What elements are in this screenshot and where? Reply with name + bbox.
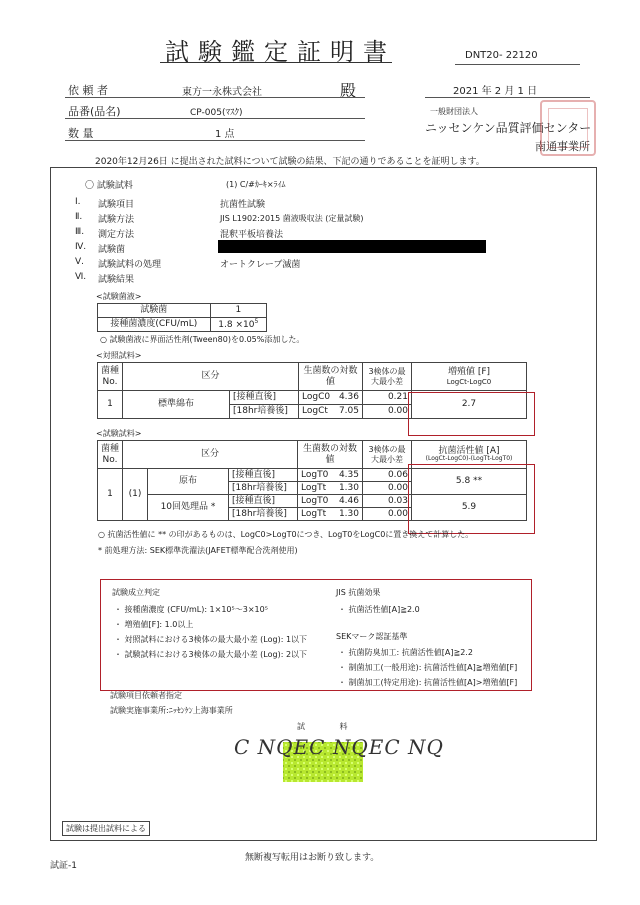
sample-value: (1) C/#ｶｰｷ×ﾗｲﾑ <box>226 180 286 189</box>
control-increase: 2.7 <box>412 391 527 419</box>
qty-value: 1 点 <box>215 129 235 140</box>
detail-num: Ⅵ. <box>75 272 87 282</box>
bacteria-caption: <試験菌液> <box>96 292 142 301</box>
criteria-left-item: ・ 対照試料における3検体の最大最小差 (Log): 1以下 <box>114 635 308 644</box>
prohibit-note: 無断複写転用はお断り致します。 <box>245 853 380 863</box>
control-log: 4.36 <box>335 391 363 405</box>
detail-num: Ⅴ. <box>75 257 85 267</box>
control-sym: LogC0 <box>299 391 335 405</box>
detail-value: 抗菌性試験 <box>220 200 266 210</box>
test-sub: [18hr培養後] <box>229 508 298 521</box>
test-log: 4.35 <box>334 469 363 482</box>
detail-label: 測定方法 <box>98 230 135 240</box>
qty-label: 数 量 <box>68 127 94 140</box>
form-reference: 試証-1 <box>50 861 77 871</box>
control-category: 標準綿布 <box>123 391 230 419</box>
test-caption: <試験試料> <box>96 429 142 438</box>
header-no: 菌種No. <box>98 441 123 469</box>
header-category: 区分 <box>123 363 299 391</box>
header-diff: 3検体の最大最小差 <box>363 363 412 391</box>
control-highlight <box>408 392 535 436</box>
criteria-left-item: ・ 試験試料における3検体の最大最小差 (Log): 2以下 <box>114 650 308 659</box>
criteria-sek-item: ・ 制菌加工(特定用途): 抗菌活性値[A]>増殖値[F] <box>338 678 518 687</box>
client-name: 東方一永株式会社 <box>182 87 262 98</box>
issue-date: 2021 年 2 月 1 日 <box>453 86 538 97</box>
item-label: 品番(品名) <box>68 105 121 118</box>
header-increase <box>412 363 527 391</box>
item-value: CP-005(ﾏｽｸ) <box>190 108 243 118</box>
concentration-mantissa: 1.8 ×10 <box>218 319 255 330</box>
detail-num: Ⅱ. <box>75 212 83 222</box>
header-activity-formula: (LogCt-LogC0)-(LogTt-LogT0) <box>425 455 513 463</box>
office-note: 試験実施事業所:ﾆｯｾﾝｹﾝ上海事業所 <box>110 706 233 715</box>
company-stamp <box>540 100 596 156</box>
detail-label: 試験項目 <box>98 200 135 210</box>
header-no: 菌種No. <box>98 363 123 391</box>
sample-label: 〇 試験試料 <box>85 181 133 191</box>
test-sym: LogTt <box>298 482 334 495</box>
boxed-note: 試験は提出試料による <box>62 821 150 836</box>
header-diff: 3検体の最大最小差 <box>363 441 412 469</box>
test-category: 原布 <box>148 469 229 495</box>
sample-heading: 試 料 <box>297 722 364 731</box>
test-activity: 5.9 <box>412 495 527 521</box>
criteria-jis-title: JIS 抗菌効果 <box>336 588 381 597</box>
test-log: 1.30 <box>334 482 363 495</box>
bacteria-table <box>97 303 267 332</box>
header-log: 生菌数の対数値 <box>298 441 363 469</box>
header-activity-label: 抗菌活性値 [A] <box>438 445 500 456</box>
criteria-left-title: 試験成立判定 <box>112 588 160 597</box>
detail-value: 混釈平板培養法 <box>220 230 284 240</box>
issuer-name: ニッセンケン品質評価センター <box>425 121 592 135</box>
test-diff: 0.00 <box>363 508 412 521</box>
control-caption: <対照試料> <box>96 351 142 360</box>
criteria-sek-title: SEKマーク認証基準 <box>336 632 408 641</box>
criteria-sek-item: ・ 抗菌防臭加工: 抗菌活性値[A]≧2.2 <box>338 648 473 657</box>
detail-num: Ⅳ. <box>75 242 87 252</box>
document-title: 試験鑑定証明書 <box>165 38 396 66</box>
control-sym: LogCt <box>299 405 335 419</box>
criteria-left-item: ・ 増殖値[F]: 1.0以上 <box>114 620 194 629</box>
criteria-left-item: ・ 接種菌濃度 (CFU/mL): 1×10⁵～3×10⁵ <box>114 605 268 614</box>
test-sym: LogT0 <box>298 495 334 508</box>
bacteria-note: ○ 試験菌液に界面活性剤(Tween80)を0.05%添加した。 <box>100 335 305 344</box>
control-log: 7.05 <box>335 405 363 419</box>
test-sub: [接種直後] <box>229 495 298 508</box>
header-increase-formula: LogCt-LogC0 <box>446 377 492 386</box>
issuer-office: 南通事業所 <box>535 140 590 153</box>
test-diff: 0.00 <box>363 482 412 495</box>
control-diff: 0.21 <box>363 391 412 405</box>
detail-value: JIS L1902:2015 菌液吸収法 (定量試験) <box>220 214 364 223</box>
detail-num: Ⅰ. <box>75 197 81 207</box>
test-log: 1.30 <box>334 508 363 521</box>
control-sub: [18hr培養後] <box>230 405 299 419</box>
criteria-sek-item: ・ 制菌加工(一般用途): 抗菌活性値[A]≧増殖値[F] <box>338 663 518 672</box>
detail-value: オートクレーブ滅菌 <box>220 260 301 270</box>
control-sub: [接種直後] <box>230 391 299 405</box>
header-increase-label: 増殖値 [F] <box>447 367 491 378</box>
bacteria-header: 試験菌 <box>98 304 211 318</box>
header-category: 区分 <box>123 441 298 469</box>
certification-statement: 2020年12月26日 に提出された試料について試験の結果、下記の通りであることを証明します。 <box>95 157 485 167</box>
test-activity: 5.8 ** <box>412 469 527 495</box>
test-sym: LogT0 <box>298 469 334 482</box>
test-diff: 0.06 <box>363 469 412 482</box>
test-note-1: ○ 抗菌活性値に ** の印があるものは、LogC0>LogT0につき、LogT0をLogC0に置き換えて計算した。 <box>98 530 474 539</box>
requester-note: 試験項目依頼者指定 <box>110 691 182 700</box>
test-sub: [18hr培養後] <box>229 482 298 495</box>
test-category: 10回処理品 * <box>148 495 229 521</box>
test-note-2: * 前処理方法: SEK標準洗濯法(JAFET標準配合洗剤使用) <box>98 546 298 555</box>
sample-handwriting: C NQEC NQEC NQ <box>234 735 444 759</box>
test-log: 4.46 <box>334 495 363 508</box>
client-label: 依 頼 者 <box>68 84 108 97</box>
detail-label: 試験方法 <box>98 215 135 225</box>
detail-num: Ⅲ. <box>75 227 85 237</box>
document-number: DNT20- 22120 <box>465 50 538 61</box>
detail-label: 試験試料の処理 <box>98 260 162 270</box>
test-no: 1 <box>98 469 123 521</box>
detail-label: 試験結果 <box>98 275 135 285</box>
test-sym: LogTt <box>298 508 334 521</box>
test-sub: [接種直後] <box>229 469 298 482</box>
redacted-bar <box>218 240 486 253</box>
control-no: 1 <box>98 391 123 419</box>
criteria-jis-item: ・ 抗菌活性値[A]≧2.0 <box>338 605 420 614</box>
detail-label: 試験菌 <box>98 245 126 255</box>
issuer-small: 一般財団法人 <box>430 107 478 116</box>
test-diff: 0.03 <box>363 495 412 508</box>
bacteria-value: 1 <box>210 304 266 318</box>
concentration-header: 接種菌濃度(CFU/mL) <box>98 318 211 332</box>
control-diff: 0.00 <box>363 405 412 419</box>
header-log: 生菌数の対数値 <box>299 363 363 391</box>
test-highlight <box>408 464 535 534</box>
test-sample-no: (1) <box>123 469 148 521</box>
concentration-exponent: 5 <box>254 317 259 325</box>
honorific: 殿 <box>340 81 357 100</box>
concentration-value <box>210 318 266 332</box>
